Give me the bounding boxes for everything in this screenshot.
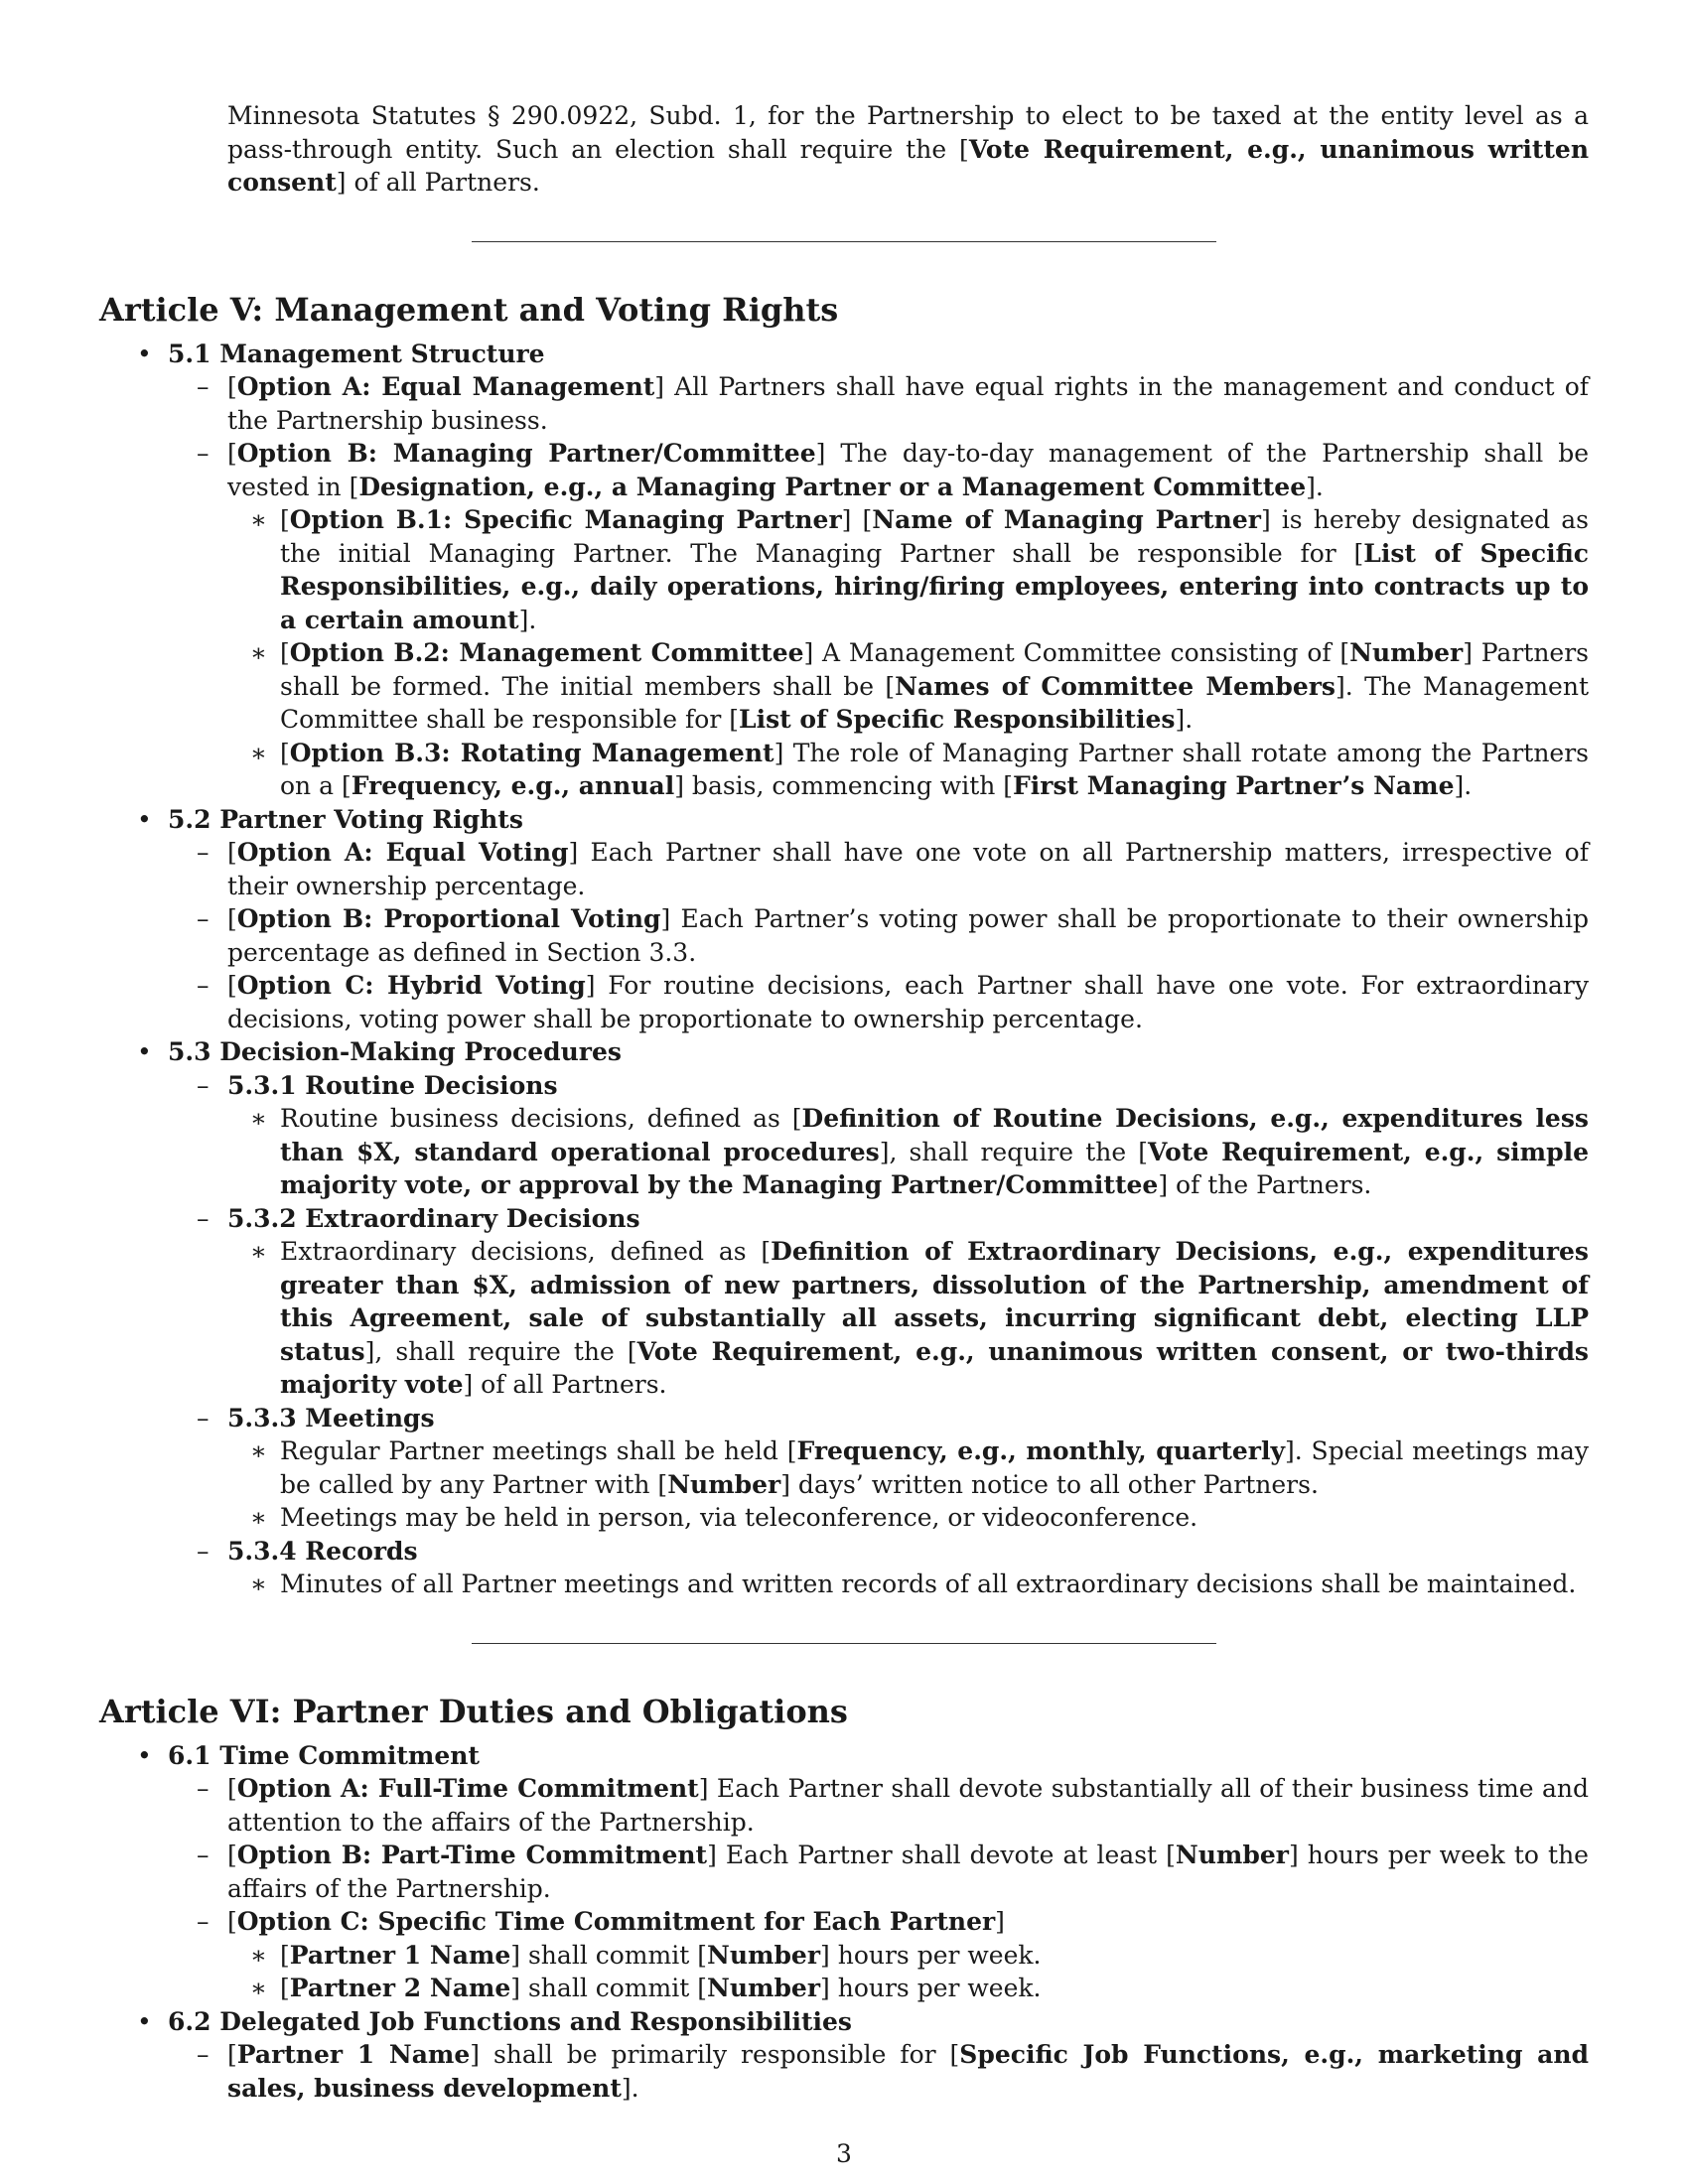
list-item: [99, 636, 1589, 737]
list-item: [99, 1905, 1589, 1939]
text-span: [: [280, 505, 290, 534]
article-heading: Article V: Management and Voting Rights: [99, 290, 839, 329]
text-span: ] For routine decisions, each Partner shall have one vote. For extraordinary decisions, voting power shall be proportionate to ownership percentage.: [227, 971, 1589, 1033]
subsection-5-3-1: [99, 1069, 1589, 1103]
text-span: [: [227, 439, 237, 468]
bold-placeholder: Partner 2 Name: [289, 1974, 511, 2002]
dash-marker: –: [197, 1070, 210, 1100]
dash-marker: –: [197, 904, 210, 933]
bold-placeholder: Option A: Equal Voting: [236, 838, 569, 867]
dash-marker: –: [197, 1203, 210, 1233]
text-span: ] Each Partner’s voting power shall be proportionate to their ownership percentage as defined in Section 3.3.: [227, 904, 1589, 967]
text-span: [: [227, 904, 237, 933]
text-span: ] [: [841, 505, 873, 534]
text-span: [: [227, 372, 237, 401]
text-span: [: [227, 838, 237, 867]
text-span: ] days’ written notice to all other Partners.: [780, 1469, 1319, 1499]
dash-marker: –: [197, 1841, 210, 1869]
bullet-marker: •: [137, 339, 152, 368]
list-item: [99, 1939, 1589, 1973]
text-span: ], shall require the [: [364, 1336, 637, 1366]
dash-marker: –: [197, 1907, 210, 1936]
article-v-list: [99, 338, 1589, 1601]
text: ] of all Partners.: [336, 168, 540, 197]
text-span: ] of all Partners.: [463, 1370, 667, 1399]
section-5-3: [99, 1035, 1589, 1069]
article-vi-list: [99, 1739, 1589, 2106]
bold-placeholder: Option B.3: Rotating Management: [289, 738, 774, 767]
text-span: ] Each Partner shall devote at least [: [707, 1841, 1176, 1869]
bullet-marker: •: [137, 2006, 152, 2036]
dash-marker: –: [197, 838, 210, 867]
intro-paragraph: [99, 99, 1589, 200]
bold-placeholder: Option B: Part-Time Commitment: [236, 1841, 708, 1869]
bullet-marker: •: [137, 1740, 152, 1770]
bold-placeholder: Number: [667, 1469, 781, 1499]
star-marker: ∗: [250, 1237, 267, 1266]
article-heading: Article VI: Partner Duties and Obligations: [99, 1692, 848, 1730]
text-span: Extraordinary decisions, defined as [: [280, 1237, 772, 1266]
section-heading: 5.1 Management Structure: [168, 339, 545, 368]
star-marker: ∗: [250, 1436, 267, 1465]
list-item: [99, 1102, 1589, 1202]
bold-placeholder: Partner 1 Name: [289, 1940, 511, 1970]
bold-placeholder: Option C: Hybrid Voting: [236, 971, 586, 1000]
bold-placeholder: Number: [706, 1940, 821, 1970]
bold-placeholder: List of Specific Responsibilities, e.g., daily operations, hiring/firing employees, entering into contracts up to a certain amount: [280, 538, 1590, 634]
text-span: [: [280, 1974, 290, 2002]
bold-placeholder: Option B.2: Management Committee: [289, 638, 804, 667]
list-item: [99, 1839, 1589, 1905]
section-heading: 6.2 Delegated Job Functions and Responsibilities: [168, 2006, 852, 2036]
bold-placeholder: Definition of Extraordinary Decisions, e.g., expenditures greater than $X, admission of new partners, dissolution of the Partnership, amendment of this Agreement, sale of substantially all assets, incurring significant debt, electing LLP status: [280, 1237, 1589, 1366]
bold-placeholder: 5.3.1 Routine Decisions: [227, 1070, 558, 1100]
text-span: ].: [518, 605, 537, 634]
text-span: ] A Management Committee consisting of [: [803, 638, 1350, 667]
section-6-2: [99, 2005, 1589, 2039]
dash-marker: –: [197, 2040, 210, 2069]
bold-placeholder: Vote Requirement, e.g., unanimous written consent, or two-thirds majority vote: [280, 1336, 1589, 1399]
section-heading: 5.3 Decision-Making Procedures: [168, 1037, 622, 1066]
text-span: ] hours per week.: [820, 1974, 1042, 2002]
list-item: [99, 2038, 1589, 2105]
text: Minnesota Statutes § 290.0922, Subd. 1, for the Partnership to elect to be taxed at the entity level as a pass-through entity. Such an election shall require the [: [227, 101, 1589, 164]
list-item: [99, 1772, 1589, 1839]
section-6-1: [99, 1739, 1589, 1773]
bold-placeholder: Option C: Specific Time Commitment for Each Partner: [236, 1907, 996, 1936]
bold-placeholder: First Managing Partner’s Name: [1013, 771, 1455, 800]
star-marker: ∗: [250, 1503, 267, 1532]
dash-marker: –: [197, 1403, 210, 1433]
list-item: [99, 1501, 1589, 1535]
text-span: ] Partners shall be formed. The initial members shall be [: [280, 638, 1589, 701]
bold-placeholder: Name of Managing Partner: [872, 505, 1261, 534]
text-span: Minutes of all Partner meetings and written records of all extraordinary decisions shall be maintained.: [280, 1570, 1577, 1598]
bold-placeholder: Option B: Proportional Voting: [236, 904, 661, 933]
text-span: Meetings may be held in person, via teleconference, or videoconference.: [280, 1503, 1198, 1532]
section-5-1: [99, 338, 1589, 371]
text-span: ] shall commit [: [510, 1940, 707, 1970]
text-span: [: [227, 1907, 237, 1936]
section-divider: [472, 1643, 1216, 1644]
bold-placeholder: Definition of Routine Decisions, e.g., expenditures less than $X, standard operational procedures: [280, 1104, 1589, 1166]
text-span: [: [227, 1774, 237, 1803]
page-number: 3: [836, 2139, 852, 2168]
text-span: ].: [1306, 472, 1324, 501]
list-item: [99, 1972, 1589, 2005]
list-item: [99, 836, 1589, 902]
text-span: ] Each Partner shall have one vote on all Partnership matters, irrespective of their ownership percentage.: [227, 838, 1589, 900]
placeholder: Vote Requirement, e.g., unanimous written consent: [227, 134, 1589, 197]
text-span: [: [227, 971, 237, 1000]
text-span: [: [227, 2040, 237, 2069]
star-marker: ∗: [250, 1570, 267, 1598]
bold-placeholder: Frequency, e.g., monthly, quarterly: [796, 1436, 1285, 1465]
list-item: [99, 737, 1589, 803]
bold-placeholder: 5.3.3 Meetings: [227, 1403, 435, 1433]
star-marker: ∗: [250, 505, 267, 534]
text-span: ] shall be primarily responsible for [: [470, 2040, 960, 2069]
bold-placeholder: 5.3.4 Records: [227, 1536, 418, 1566]
bold-placeholder: Frequency, e.g., annual: [351, 771, 675, 800]
subsection-5-3-4: [99, 1535, 1589, 1569]
text-span: ]: [995, 1907, 1005, 1936]
text-span: ]. Special meetings may be called by any Partner with [: [280, 1436, 1589, 1499]
bold-placeholder: 5.3.2 Extraordinary Decisions: [227, 1203, 640, 1233]
subsection-5-3-3: [99, 1402, 1589, 1435]
list-item: [99, 503, 1589, 636]
star-marker: ∗: [250, 738, 267, 767]
text-span: ] hours per week to the affairs of the Partnership.: [227, 1841, 1589, 1903]
list-item: [99, 1568, 1589, 1601]
bold-placeholder: Number: [1175, 1841, 1289, 1869]
list-item: [99, 969, 1589, 1035]
star-marker: ∗: [250, 638, 267, 667]
text-span: ]. The Management Committee shall be responsible for [: [280, 671, 1589, 734]
bold-placeholder: Option A: Equal Management: [236, 372, 655, 401]
dash-marker: –: [197, 372, 210, 401]
text-span: [: [227, 1841, 237, 1869]
bold-placeholder: Option A: Full-Time Commitment: [236, 1774, 699, 1803]
dash-marker: –: [197, 1774, 210, 1803]
bold-placeholder: Number: [706, 1974, 821, 2002]
list-item: [99, 437, 1589, 503]
list-item: [99, 902, 1589, 969]
text-span: Regular Partner meetings shall be held [: [280, 1436, 797, 1465]
text-span: ].: [1454, 771, 1473, 800]
bold-placeholder: Number: [1349, 638, 1464, 667]
text-span: ] is hereby designated as the initial Managing Partner. The Managing Partner shall be responsible for [: [280, 505, 1589, 568]
bold-placeholder: Option B.1: Specific Managing Partner: [289, 505, 842, 534]
star-marker: ∗: [250, 1974, 267, 2002]
dash-marker: –: [197, 1536, 210, 1566]
text-span: ] of the Partners.: [1158, 1170, 1372, 1199]
section-5-2: [99, 803, 1589, 837]
text-span: ] shall commit [: [510, 1974, 707, 2002]
list-item: [99, 1235, 1589, 1402]
bold-placeholder: Names of Committee Members: [895, 671, 1336, 701]
text-span: ] All Partners shall have equal rights in the management and conduct of the Partnership business.: [227, 372, 1589, 435]
text-span: Routine business decisions, defined as [: [280, 1104, 802, 1133]
list-item: [99, 370, 1589, 437]
bold-placeholder: Designation, e.g., a Managing Partner or a Management Committee: [358, 472, 1307, 501]
text-span: ] Each Partner shall devote substantially all of their business time and attention to the affairs of the Partnership.: [227, 1774, 1589, 1837]
bold-placeholder: List of Specific Responsibilities: [739, 705, 1176, 734]
text-span: ] hours per week.: [820, 1940, 1042, 1970]
bullet-marker: •: [137, 1037, 152, 1066]
text-span: [: [280, 638, 290, 667]
text-span: [: [280, 738, 290, 767]
dash-marker: –: [197, 971, 210, 1000]
section-heading: 5.2 Partner Voting Rights: [168, 804, 523, 834]
text-span: [: [280, 1940, 290, 1970]
bold-placeholder: Vote Requirement, e.g., simple majority vote, or approval by the Managing Partner/Committee: [280, 1137, 1589, 1199]
star-marker: ∗: [250, 1104, 267, 1133]
bold-placeholder: Specific Job Functions, e.g., marketing and sales, business development: [227, 2040, 1589, 2103]
list-item: [99, 1434, 1589, 1501]
star-marker: ∗: [250, 1940, 267, 1970]
document-page: [99, 99, 1589, 2105]
bullet-marker: •: [137, 804, 152, 834]
bold-placeholder: Partner 1 Name: [236, 2040, 471, 2069]
text-span: ] The role of Managing Partner shall rotate among the Partners on a [: [280, 738, 1590, 800]
section-divider: [472, 241, 1216, 242]
section-heading: 6.1 Time Commitment: [168, 1740, 480, 1770]
text-span: ].: [1175, 705, 1194, 734]
text-span: ], shall require the [: [879, 1137, 1149, 1166]
text-span: ].: [621, 2073, 639, 2103]
text-span: ] The day-to-day management of the Partnership shall be vested in [: [227, 439, 1589, 501]
subsection-5-3-2: [99, 1202, 1589, 1236]
text-span: ] basis, commencing with [: [674, 771, 1014, 800]
bold-placeholder: Option B: Managing Partner/Committee: [236, 439, 816, 468]
dash-marker: –: [197, 439, 210, 468]
